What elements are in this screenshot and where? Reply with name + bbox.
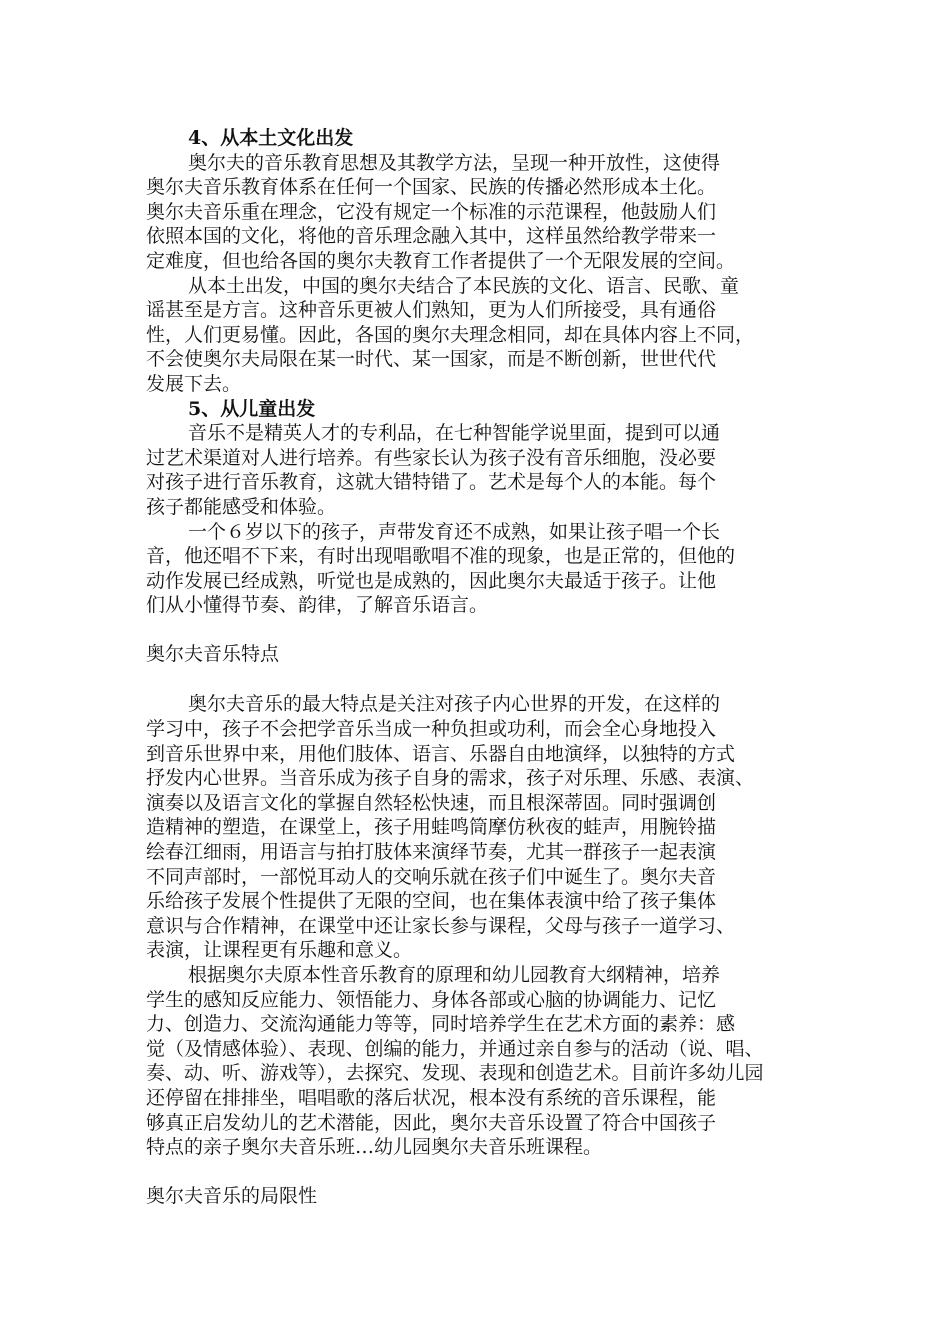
section-heading-from-children: 5、从儿童出发 [188,397,316,420]
text-line: 定难度，但也给各国的奥尔夫教育工作者提供了一个无限发展的空间。 [146,249,736,272]
text-line: 奏、动、听、游戏等），去探究、发现、表现和创造艺术。目前许多幼儿园 [146,1062,764,1085]
text-line: 过艺术渠道对人进行培养。有些家长认为孩子没有音乐细胞，没必要 [146,446,717,469]
text-line: 奥尔夫的音乐教育思想及其教学方法，呈现一种开放性，这使得 [188,151,721,174]
text-line: 特点的亲子奥尔夫音乐班…幼儿园奥尔夫音乐班课程。 [146,1136,603,1159]
text-line: 不同声部时，一部悦耳动人的交响乐就在孩子们中诞生了。奥尔夫音 [146,865,717,888]
text-line: 够真正启发幼儿的艺术潜能，因此，奥尔夫音乐设置了符合中国孩子 [146,1111,717,1134]
text-line: 对孩子进行音乐教育，这就大错特错了。艺术是每个人的本能。每个 [146,471,717,494]
paragraph-features-1 [146,692,810,963]
text-line: 奥尔夫音乐重在理念，它没有规定一个标准的示范课程，他鼓励人们 [146,200,717,223]
text-line: 还停留在排排坐，唱唱歌的落后状况，根本没有系统的音乐课程，能 [146,1086,717,1109]
text-line: 乐给孩子发展个性提供了无限的空间，也在集体表演中给了孩子集体 [146,890,717,913]
section-heading-local-culture: 4、从本土文化出发 [188,127,354,149]
text-line: 表演，让课程更有乐趣和意义。 [146,939,413,962]
text-line: 造精神的塑造，在课堂上，孩子用蛙鸣筒摩仿秋夜的蛙声，用腕铃描 [146,816,717,839]
paragraph-from-children-1 [146,421,810,519]
text-line: 性，人们更易懂。因此，各国的奥尔夫理念相同，却在具体内容上不同， [146,323,755,346]
text-line: 们从小懂得节奏、韵律，了解音乐语言。 [146,594,489,617]
text-line: 一个６岁以下的孩子，声带发育还不成熟，如果让孩子唱一个长 [188,520,721,543]
section-heading-features: 奥尔夫音乐特点 [146,642,280,665]
text-line: 抒发内心世界。当音乐成为孩子自身的需求，孩子对乐理、乐感、表演、 [146,767,755,790]
text-line: 绘春江细雨，用语言与拍打肢体来演绎节奏，尤其一群孩子一起表演 [146,841,717,864]
text-line: 依照本国的文化，将他的音乐理念融入其中，这样虽然给教学带来一 [146,225,717,248]
text-line: 音，他还唱不下来，有时出现唱歌唱不准的现象，也是正常的，但他的 [146,545,736,568]
paragraph-features-2 [146,963,810,1160]
paragraph-from-children-2 [146,520,810,618]
text-line: 动作发展已经成熟，听觉也是成熟的，因此奥尔夫最适于孩子。让他 [146,569,717,592]
text-line: 意识与合作精神，在课堂中还让家长参与课程，父母与孩子一道学习、 [146,914,736,937]
text-line: 孩子都能感受和体验。 [146,495,337,518]
text-line: 学习中，孩子不会把学音乐当成一种负担或功利，而会全心身地投入 [146,718,717,741]
text-line: 到音乐世界中来，用他们肢体、语言、乐器自由地演绎，以独特的方式 [146,742,736,765]
text-line: 学生的感知反应能力、领悟能力、身体各部或心脑的协调能力、记忆 [146,988,717,1011]
paragraph-local-culture-1 [146,151,810,274]
text-line: 不会使奥尔夫局限在某一时代、某一国家，而是不断创新，世世代代 [146,348,717,371]
text-line: 发展下去。 [146,372,242,395]
text-line: 力、创造力、交流沟通能力等等，同时培养学生在艺术方面的素养：感 [146,1013,736,1036]
text-line: 音乐不是精英人才的专利品，在七种智能学说里面，提到可以通 [188,422,721,445]
text-line: 根据奥尔夫原本性音乐教育的原理和幼儿园教育大纲精神，培养 [188,964,721,986]
text-line: 奥尔夫音乐教育体系在任何一个国家、民族的传播必然形成本土化。 [146,176,717,199]
paragraph-local-culture-2 [146,274,810,397]
section-heading-limitations: 奥尔夫音乐的局限性 [146,1184,318,1207]
text-line: 从本土出发，中国的奥尔夫结合了本民族的文化、语言、民歌、童 [188,274,740,297]
text-line: 奥尔夫音乐的最大特点是关注对孩子内心世界的开发，在这样的 [188,693,721,716]
text-line: 演奏以及语言文化的掌握自然轻松快速，而且根深蒂固。同时强调创 [146,791,717,814]
text-line: 觉（及情感体验）、表现、创编的能力，并通过亲自参与的活动（说、唱、 [146,1037,764,1060]
text-line: 谣甚至是方言。这种音乐更被人们熟知，更为人们所接受，具有通俗 [146,299,717,322]
